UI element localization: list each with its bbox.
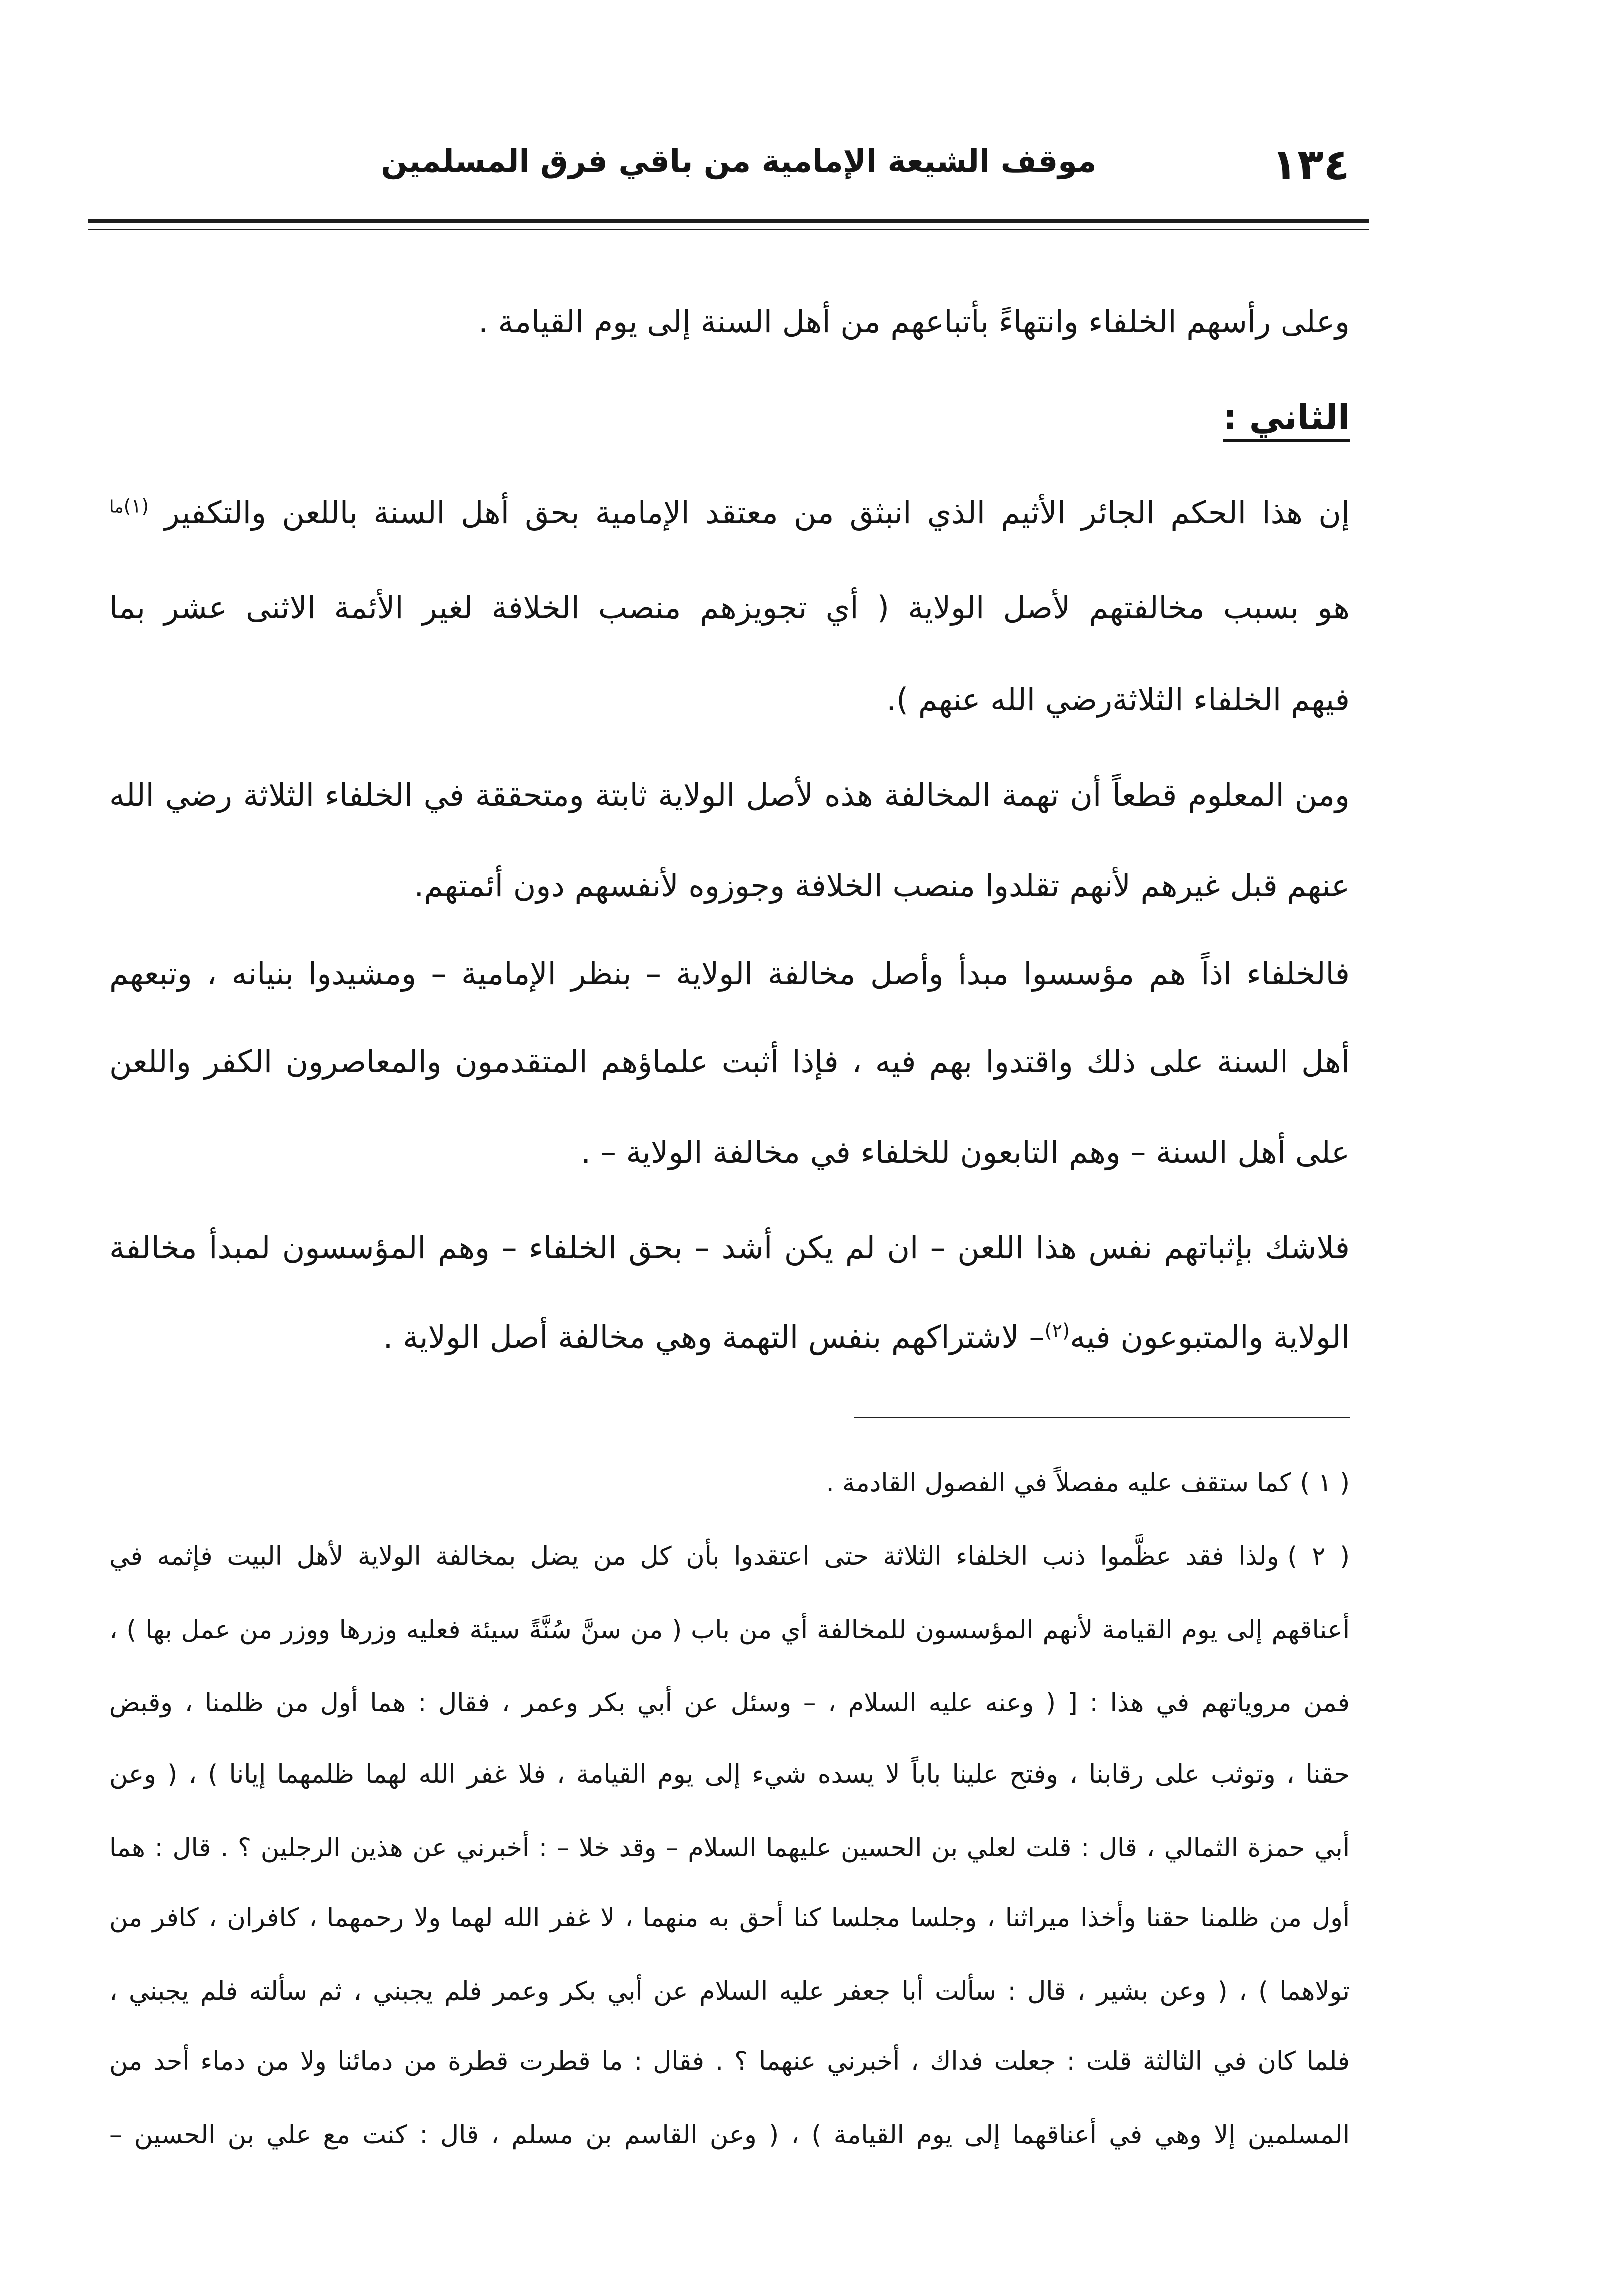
footnote-text: كما ستقف عليه مفصلاً في الفصول القادمة .: [826, 1468, 1291, 1498]
header-rule-thin: [88, 229, 1369, 230]
footnote-marker: ( ٢ ): [1287, 1542, 1350, 1571]
paragraph-1-line-1: [109, 483, 1350, 543]
intro-line: وعلى رأسهم الخلفاء وانتهاءً بأتباعهم من أهل السنة إلى يوم القيامة .: [478, 303, 1350, 340]
paragraph-2-line-2: عنهم قبل غيرهم لأنهم تقلدوا منصب الخلافة وجوزوه لأنفسهم دون أئمتهم.: [414, 867, 1350, 904]
footnote-line: أبي حمزة الثمالي ، قال : قلت لعلي بن الحسين عليهما السلام – وقد خلا – : أخبرني عن هذين الرجلين ؟ . قال : هما: [109, 1833, 1350, 1863]
header-rule-thick: [88, 219, 1369, 223]
paragraph-3-line-3: على أهل السنة – وهم التابعون للخلفاء في مخالفة الولاية – .: [581, 1134, 1350, 1170]
paragraph-3-line-2: أهل السنة على ذلك واقتدوا بهم فيه ، فإذا أثبت علماؤهم المتقدمون والمعاصرون الكفر واللعن: [109, 1043, 1350, 1080]
line-text-continued: – لاشتراكهم بنفس التهمة وهي مخالفة أصل الولاية .: [383, 1319, 1045, 1355]
footnote-line: أول من ظلمنا حقنا وأخذا ميراثنا ، وجلسا مجلسا كنا أحق به منهما ، لا غفر الله لهما ولا رحمهما ، كافران ، كافر من: [109, 1903, 1350, 1933]
footnote-2-line-1: [109, 1532, 1350, 1582]
footnote-text: ولذا فقد عظَّموا ذنب الخلفاء الثلاثة حتى اعتقدوا بأن كل من يضل بمخالفة الولاية لأهل البيت فإثمه في: [109, 1542, 1279, 1571]
footnote-ref-1: (١): [123, 495, 149, 518]
paragraph-2-line-1: ومن المعلوم قطعاً أن تهمة المخالفة هذه لأصل الولاية ثابتة ومتحققة في الخلفاء الثلاثة رضي الله: [109, 777, 1350, 813]
line-text: إن هذا الحكم الجائر الأثيم الذي انبثق من معتقد الإمامية بحق أهل السنة باللعن والتكفير: [164, 494, 1350, 531]
running-title: موقف الشيعة الإمامية من باقي فرق المسلمين: [381, 143, 1097, 179]
page-number: ١٣٤: [1271, 140, 1350, 190]
footnote-line: حقنا ، وتوثب على رقابنا ، وفتح علينا باباً لا يسده شيء إلى يوم القيامة ، فلا غفر الله لهما ظلمهما إيانا ) ، ( وعن: [109, 1760, 1350, 1789]
paragraph-1-line-3: فيهم الخلفاء الثلاثةرضي الله عنهم ).: [886, 681, 1350, 718]
line-text: الولاية والمتبوعون فيه: [1070, 1319, 1350, 1355]
footnote-marker: ( ١ ): [1300, 1468, 1350, 1498]
section-heading-text: الثاني :: [1223, 397, 1350, 442]
footnote-1: [109, 1458, 1350, 1508]
paragraph-4-line-2: [109, 1307, 1350, 1367]
paragraph-1-line-2: هو بسبب مخالفتهم لأصل الولاية ( أي تجويزهم منصب الخلافة لغير الأئمة الاثنى عشر بما: [109, 589, 1350, 626]
footnote-ref-2: (٢): [1044, 1319, 1070, 1342]
paragraph-4-line-1: فلاشك بإثباتهم نفس هذا اللعن – ان لم يكن أشد – بحق الخلفاء – وهم المؤسسون لمبدأ مخالفة: [109, 1229, 1350, 1266]
paragraph-3-line-1: فالخلفاء اذاً هم مؤسسوا مبدأ وأصل مخالفة الولاية – بنظر الإمامية – ومشيدوا بنيانه ، وتبعهم: [109, 955, 1350, 992]
cut-off-word-fragment: ما: [109, 497, 124, 517]
footnote-line: فمن مروياتهم في هذا : [ ( وعنه عليه السلام ، – وسئل عن أبي بكر وعمر ، فقال : هما أول من ظلمنا ، وقبض: [109, 1688, 1350, 1718]
section-heading: [109, 387, 1350, 447]
footnote-line: المسلمين إلا وهي في أعناقهما إلى يوم القيامة ) ، ( وعن القاسم بن مسلم ، قال : كنت مع علي بن الحسين –: [109, 2120, 1350, 2150]
footnote-separator: [854, 1417, 1350, 1418]
footnote-line: أعناقهم إلى يوم القيامة لأنهم المؤسسون للمخالفة أي من باب ( من سنَّ سُنَّةً سيئة فعليه وزرها ووزر من عمل بها ) ،: [109, 1615, 1350, 1645]
footnote-line: تولاهما ) ، ( وعن بشير ، قال : سألت أبا جعفر عليه السلام عن أبي بكر وعمر فلم يجبني ، ثم سألته فلم يجبني ،: [109, 1977, 1350, 2006]
footnote-line: فلما كان في الثالثة قلت : جعلت فداك ، أخبرني عنهما ؟ . فقال : ما قطرت قطرة من دمائنا ولا من دماء أحد من: [109, 2047, 1350, 2076]
